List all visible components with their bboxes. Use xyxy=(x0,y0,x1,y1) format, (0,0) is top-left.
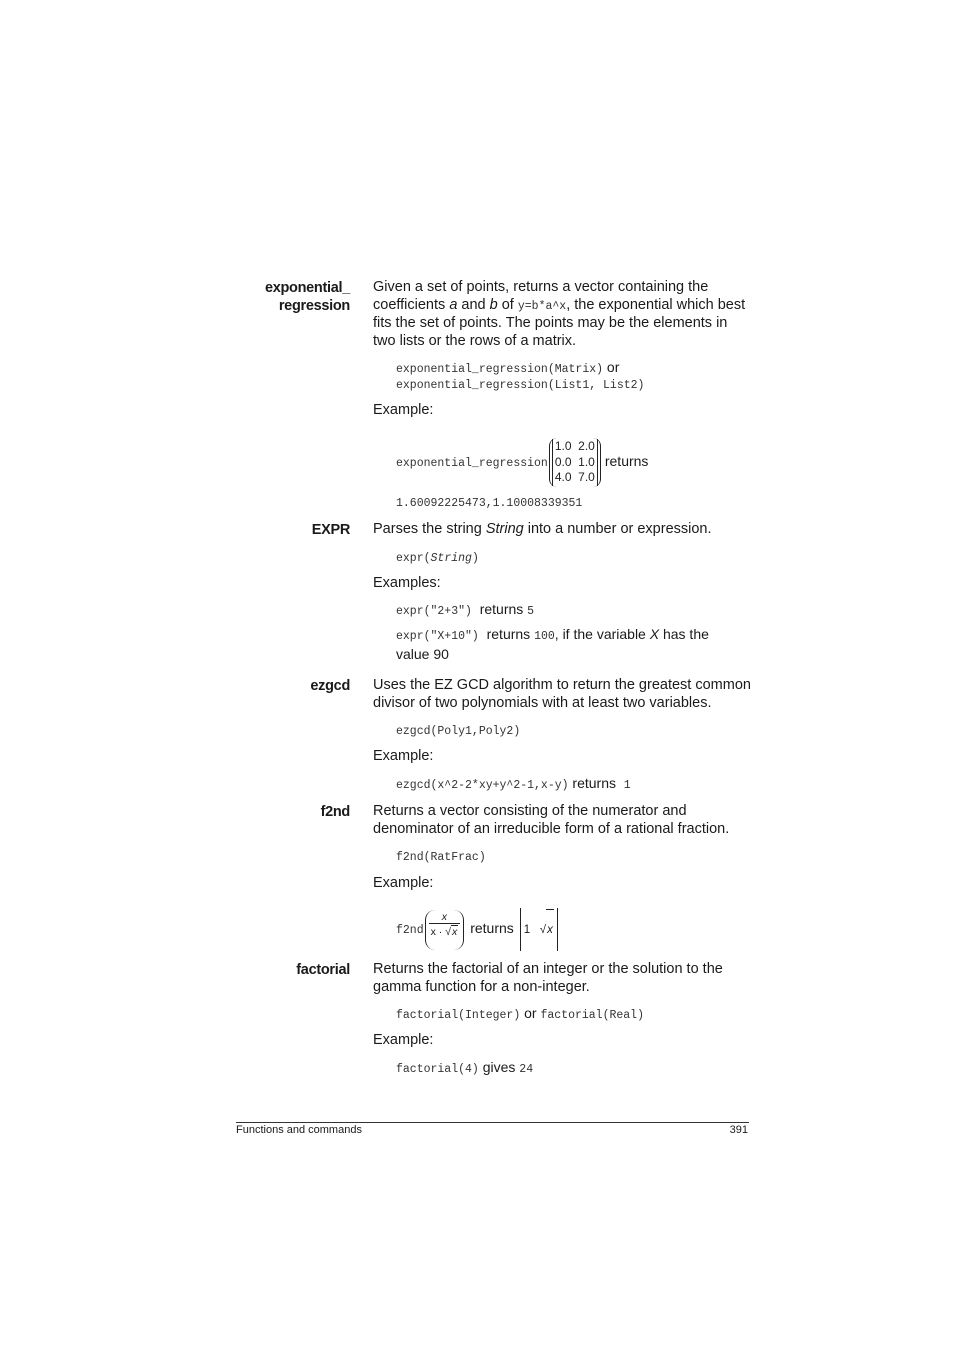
f2nd-description: Returns a vector consisting of the numerator and denominator of an irreducible form of a rational fraction. xyxy=(373,803,730,837)
desc-text: , the exponential which best fits the set of points. The points may be the elements in two lists or the rows of a matrix. xyxy=(373,296,746,349)
expr-syntax xyxy=(396,548,479,567)
term-factorial: factorial xyxy=(296,962,350,978)
example-code: factorial(4) xyxy=(396,1063,479,1076)
term-line-1: exponential_ xyxy=(264,280,350,296)
syntax-code: exponential_regression(List1, List2) xyxy=(396,379,645,392)
desc-formula: y=b*a^x xyxy=(517,299,567,313)
exp-reg-syntax-2 xyxy=(396,375,644,394)
term-ezgcd: ezgcd xyxy=(310,678,350,694)
expr-example-2-cont: value 90 xyxy=(396,646,449,662)
term-line-2: regression xyxy=(278,298,350,314)
syntax-arg: String xyxy=(430,552,472,565)
fraction-parens xyxy=(425,910,465,950)
sqrt-arg: x xyxy=(546,909,554,950)
factorial-example xyxy=(396,1059,533,1078)
term-f2nd: f2nd xyxy=(320,804,350,820)
example-code: expr("X+10") xyxy=(396,630,479,643)
denominator-text: x · √ xyxy=(430,925,451,938)
desc-text: of xyxy=(497,296,518,313)
expr-example-1 xyxy=(396,601,534,620)
fraction-denominator xyxy=(429,924,461,939)
factorial-description: Returns the factorial of an integer or the solution to the gamma function for a non-integer. xyxy=(373,961,723,995)
result-code: 1.60092225473,1.10008339351 xyxy=(396,497,583,510)
syntax-code: exponential_regression(Matrix) xyxy=(396,363,604,376)
example-text: has the xyxy=(659,626,709,642)
example-label: Example: xyxy=(373,402,434,418)
matrix-row: 1.0 2.0 xyxy=(554,439,595,454)
exp-reg-result xyxy=(396,493,582,512)
desc-var-b: b xyxy=(489,296,498,313)
result-code: 100 xyxy=(534,630,555,643)
gives-text: gives xyxy=(482,1059,516,1075)
example-code: f2nd xyxy=(396,924,424,938)
returns-text: returns xyxy=(604,453,649,469)
fraction xyxy=(429,911,461,939)
desc-text: and xyxy=(457,296,490,313)
syntax-code: f2nd(RatFrac) xyxy=(396,851,486,864)
expr-example-2 xyxy=(396,626,709,645)
page-number: 391 xyxy=(729,1124,748,1136)
returns-text: returns xyxy=(486,626,531,642)
examples-label: Examples: xyxy=(373,575,441,591)
factorial-syntax xyxy=(396,1005,644,1024)
example-var: X xyxy=(649,626,660,642)
syntax-or: or xyxy=(524,1005,537,1021)
expr-description xyxy=(373,521,753,539)
matrix-row: 4.0 7.0 xyxy=(554,470,595,485)
result-vector xyxy=(520,908,558,951)
sqrt-arg: x xyxy=(451,925,458,938)
syntax-code: ezgcd(Poly1,Poly2) xyxy=(396,725,521,738)
syntax-code: ) xyxy=(471,552,479,565)
desc-text: into a number or expression. xyxy=(523,521,712,537)
ezgcd-example xyxy=(396,775,631,794)
desc-italic: String xyxy=(485,521,524,537)
ezgcd-syntax xyxy=(396,721,520,740)
example-label: Example: xyxy=(373,875,434,891)
example-label: Example: xyxy=(373,748,434,764)
returns-text: returns xyxy=(572,775,616,791)
result-code: 24 xyxy=(519,1063,534,1076)
example-code: ezgcd(x^2-2*xy+y^2-1,x-y) xyxy=(396,779,569,792)
syntax-code: factorial(Integer) xyxy=(396,1009,521,1022)
f2nd-example xyxy=(396,908,558,951)
example-code: exponential_regression xyxy=(396,457,548,470)
vector-text: 1 √ xyxy=(523,924,547,936)
fraction-numerator: x xyxy=(429,911,461,924)
example-label: Example: xyxy=(373,1032,434,1048)
returns-text: returns xyxy=(470,920,514,937)
result-code: 5 xyxy=(527,605,535,618)
desc-var-a: a xyxy=(449,296,458,313)
syntax-or: or xyxy=(603,359,620,375)
syntax-code: expr( xyxy=(396,552,431,565)
f2nd-syntax xyxy=(396,847,486,866)
desc-text: Given a set of points, returns a vector containing the coefficients xyxy=(373,279,709,313)
footer-rule xyxy=(236,1122,749,1123)
term-expr: EXPR xyxy=(311,522,350,538)
matrix-row: 0.0 1.0 xyxy=(554,454,595,469)
example-code: expr("2+3") xyxy=(396,605,472,618)
example-text: , if the variable xyxy=(554,626,650,642)
desc-text: Parses the string xyxy=(373,521,486,537)
result-code: 1 xyxy=(623,779,631,792)
exp-reg-description xyxy=(373,279,753,350)
footer-section-title: Functions and commands xyxy=(236,1124,362,1136)
term-exponential-regression xyxy=(265,279,350,315)
returns-text: returns xyxy=(479,601,524,617)
ezgcd-description: Uses the EZ GCD algorithm to return the greatest common divisor of two polynomials with at least two variables. xyxy=(373,677,751,711)
exp-reg-example xyxy=(396,436,648,489)
matrix xyxy=(549,438,601,487)
syntax-code: factorial(Real) xyxy=(540,1009,644,1022)
